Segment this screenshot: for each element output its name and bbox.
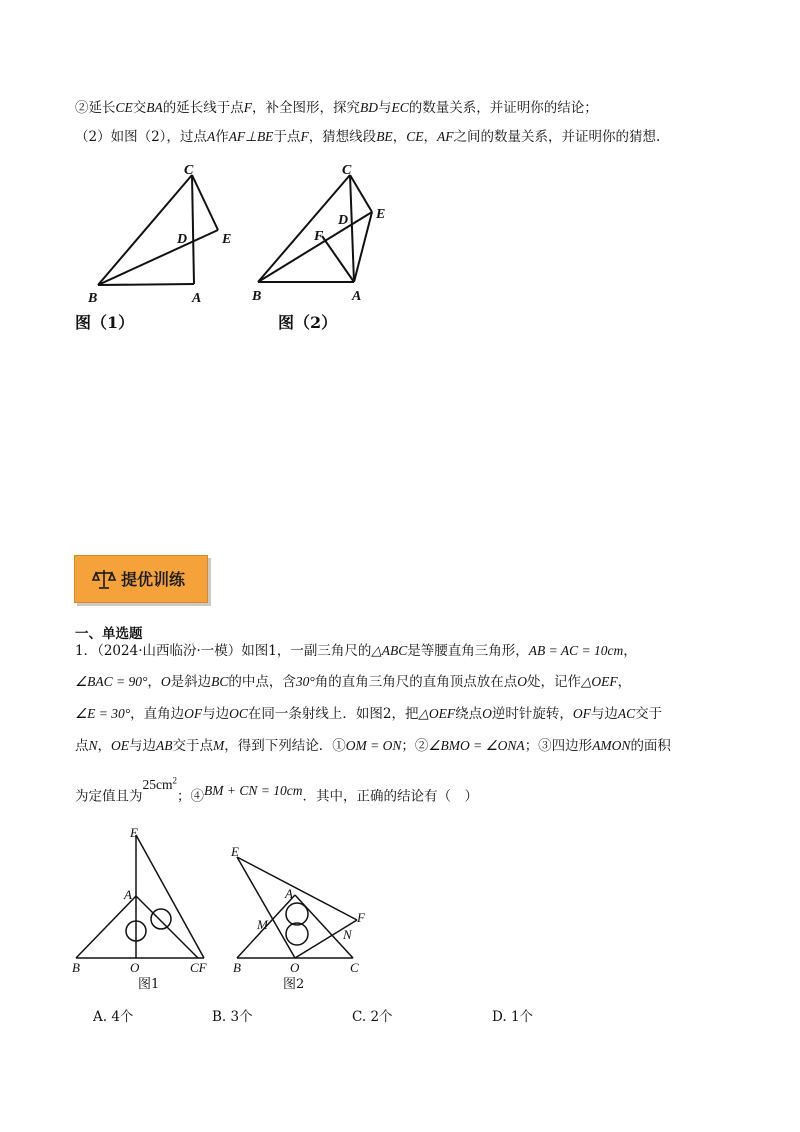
- math-n: N: [88, 738, 98, 753]
- text: ，: [423, 129, 437, 145]
- q1-line-4: [75, 736, 671, 756]
- q1-line-3: [75, 704, 662, 724]
- label-a: A: [124, 887, 132, 902]
- q1-line-2: [75, 672, 631, 692]
- text: ，猜想线段: [308, 129, 377, 145]
- text: ；②: [401, 738, 429, 754]
- text: 为定值且为: [75, 788, 143, 805]
- question-line-extend-ce: [75, 98, 598, 118]
- scale-icon: [91, 566, 117, 592]
- text: 与: [378, 100, 392, 116]
- math-o: O: [160, 674, 171, 689]
- text: ，: [147, 674, 161, 690]
- math-bm-cn: BM + CN = 10cm: [204, 782, 303, 798]
- label-m: M: [257, 917, 268, 932]
- label-e: E: [130, 825, 138, 840]
- label-n: N: [343, 927, 352, 942]
- text: 与边: [129, 738, 157, 754]
- math-af: AF: [436, 129, 454, 144]
- math-ac: AC: [617, 706, 636, 721]
- text: 的延长线于点: [162, 100, 244, 116]
- text: 的面积: [630, 738, 671, 754]
- label-c: C: [350, 960, 359, 975]
- text: 1．（2024·山西临汾·一模）如图1，一副三角尺的: [75, 643, 372, 659]
- math-o: O: [482, 706, 492, 721]
- text: 逆时针旋转，: [491, 706, 573, 722]
- figure-1-caption: 图（1）: [75, 313, 135, 332]
- text: 延长: [88, 100, 116, 116]
- text: 与边: [590, 706, 618, 722]
- label-b: B: [72, 960, 80, 975]
- math-a: A: [206, 129, 216, 144]
- math-value: 25cm: [142, 776, 173, 792]
- math-angle-bac: ∠BAC = 90°: [75, 674, 148, 689]
- math-of: OF: [572, 706, 591, 721]
- math-angle-bmo-ona: ∠BMO = ∠ONA: [428, 738, 525, 753]
- label-e: E: [222, 232, 232, 247]
- math-30deg: 30°: [295, 674, 315, 689]
- text: ，直角边: [130, 706, 185, 722]
- math-ec: EC: [391, 100, 409, 115]
- math-af-perp-be: AF⊥BE: [228, 129, 274, 144]
- label-e: E: [376, 207, 386, 222]
- q1-line-5: [75, 775, 478, 807]
- math-triangle-oef: △OEF: [581, 674, 618, 689]
- text: 与边: [202, 706, 230, 722]
- math-bd: BD: [360, 100, 379, 115]
- label-o: O: [290, 960, 300, 975]
- math-amon: AMON: [592, 738, 631, 753]
- option-letter: A.: [93, 1009, 108, 1025]
- option-c[interactable]: [352, 1005, 393, 1025]
- q1-figure-1-caption: 图1: [138, 977, 160, 992]
- text: 点: [75, 738, 89, 754]
- text: 交于点: [172, 738, 214, 754]
- label-c: C: [342, 163, 352, 178]
- label-a: A: [352, 289, 362, 304]
- practice-banner: [74, 555, 208, 603]
- text: 是斜边: [170, 674, 212, 690]
- math-ce: CE: [406, 129, 424, 144]
- label-f: F: [357, 910, 365, 925]
- math-angle-e: ∠E = 30°: [75, 706, 131, 721]
- text: 绕点: [455, 706, 483, 722]
- math-ab-ac: AB = AC = 10cm: [528, 643, 624, 658]
- math-25cm2: [143, 777, 178, 792]
- q1-figure-2-caption: 图2: [283, 977, 305, 992]
- label-f: F: [314, 229, 324, 244]
- text: ，: [392, 129, 407, 145]
- section-title: 一、单选题: [75, 626, 143, 642]
- text: （2）如图（2），过点: [75, 129, 207, 145]
- math-ab: AB: [156, 738, 173, 753]
- math-be: BE: [376, 129, 393, 144]
- text: 处，记作: [527, 674, 582, 690]
- math-ce: CE: [115, 100, 133, 115]
- text: ，得到下列结论．①: [224, 738, 346, 754]
- text: ；④: [177, 788, 204, 805]
- math-om-on: OM = ON: [345, 738, 402, 753]
- text: 作: [215, 129, 229, 145]
- q1-figure-2: [225, 840, 375, 990]
- label-o: O: [130, 960, 140, 975]
- text: 的数量关系，并证明你的结论；: [408, 100, 598, 116]
- math-triangle-oef: △OEF: [418, 706, 456, 721]
- label-c: C: [184, 163, 194, 178]
- option-letter: B.: [212, 1009, 227, 1025]
- label-cf: CF: [190, 960, 207, 975]
- label-a: A: [285, 886, 293, 901]
- banner-label: 提优训练: [121, 570, 186, 589]
- label-d: D: [177, 232, 188, 247]
- question-line-part2: [75, 127, 660, 147]
- math-oc: OC: [229, 706, 248, 721]
- text: ，: [617, 674, 632, 690]
- math-oe: OE: [111, 738, 130, 753]
- text: 角的直角三角尺的直角顶点放在点: [314, 674, 518, 690]
- math-f: F: [243, 100, 253, 115]
- figure-1-triangle: [80, 160, 250, 310]
- figure-2-triangle: [250, 160, 410, 310]
- option-text: 4个: [111, 1009, 134, 1025]
- figure-2-caption: 图（2）: [278, 313, 338, 332]
- text: 之间的数量关系，并证明你的猜想.: [453, 129, 661, 145]
- option-d[interactable]: [492, 1005, 533, 1025]
- q1-figure-1: [68, 825, 218, 990]
- math-triangle-abc: △ABC: [371, 643, 408, 658]
- text: 是等腰直角三角形，: [407, 643, 529, 659]
- option-b[interactable]: [212, 1005, 253, 1025]
- option-text: 1个: [510, 1009, 534, 1025]
- option-text: 2个: [370, 1009, 393, 1025]
- text: ．其中，正确的结论有（ ）: [302, 788, 478, 805]
- math-m: M: [213, 738, 225, 753]
- text: ，补全图形，探究: [252, 100, 361, 116]
- label-b: B: [233, 960, 241, 975]
- label-b: B: [252, 289, 262, 304]
- q1-line-1: [75, 641, 637, 661]
- text: 在同一条射线上．如图2，把: [247, 706, 419, 722]
- text: 的中点，含: [228, 674, 296, 690]
- text: ，: [623, 643, 637, 659]
- option-letter: C.: [352, 1009, 367, 1025]
- text: 交: [132, 100, 147, 116]
- text: 交于: [635, 706, 663, 722]
- label-e: E: [231, 844, 239, 859]
- text: 于点: [273, 129, 301, 145]
- label-a: A: [192, 291, 202, 306]
- option-a[interactable]: [93, 1005, 133, 1025]
- label-d: D: [338, 213, 349, 228]
- math-f: F: [300, 129, 309, 144]
- text: ，: [97, 738, 112, 754]
- superscript: 2: [172, 775, 177, 785]
- math-o: O: [517, 674, 528, 689]
- circled-number: ②: [75, 100, 89, 116]
- math-bc: BC: [211, 674, 229, 689]
- label-b: B: [88, 291, 98, 306]
- text: ；③四边形: [524, 738, 593, 754]
- math-ba: BA: [146, 100, 163, 115]
- option-text: 3个: [230, 1009, 253, 1025]
- option-letter: D.: [492, 1009, 507, 1025]
- math-of: OF: [184, 706, 203, 721]
